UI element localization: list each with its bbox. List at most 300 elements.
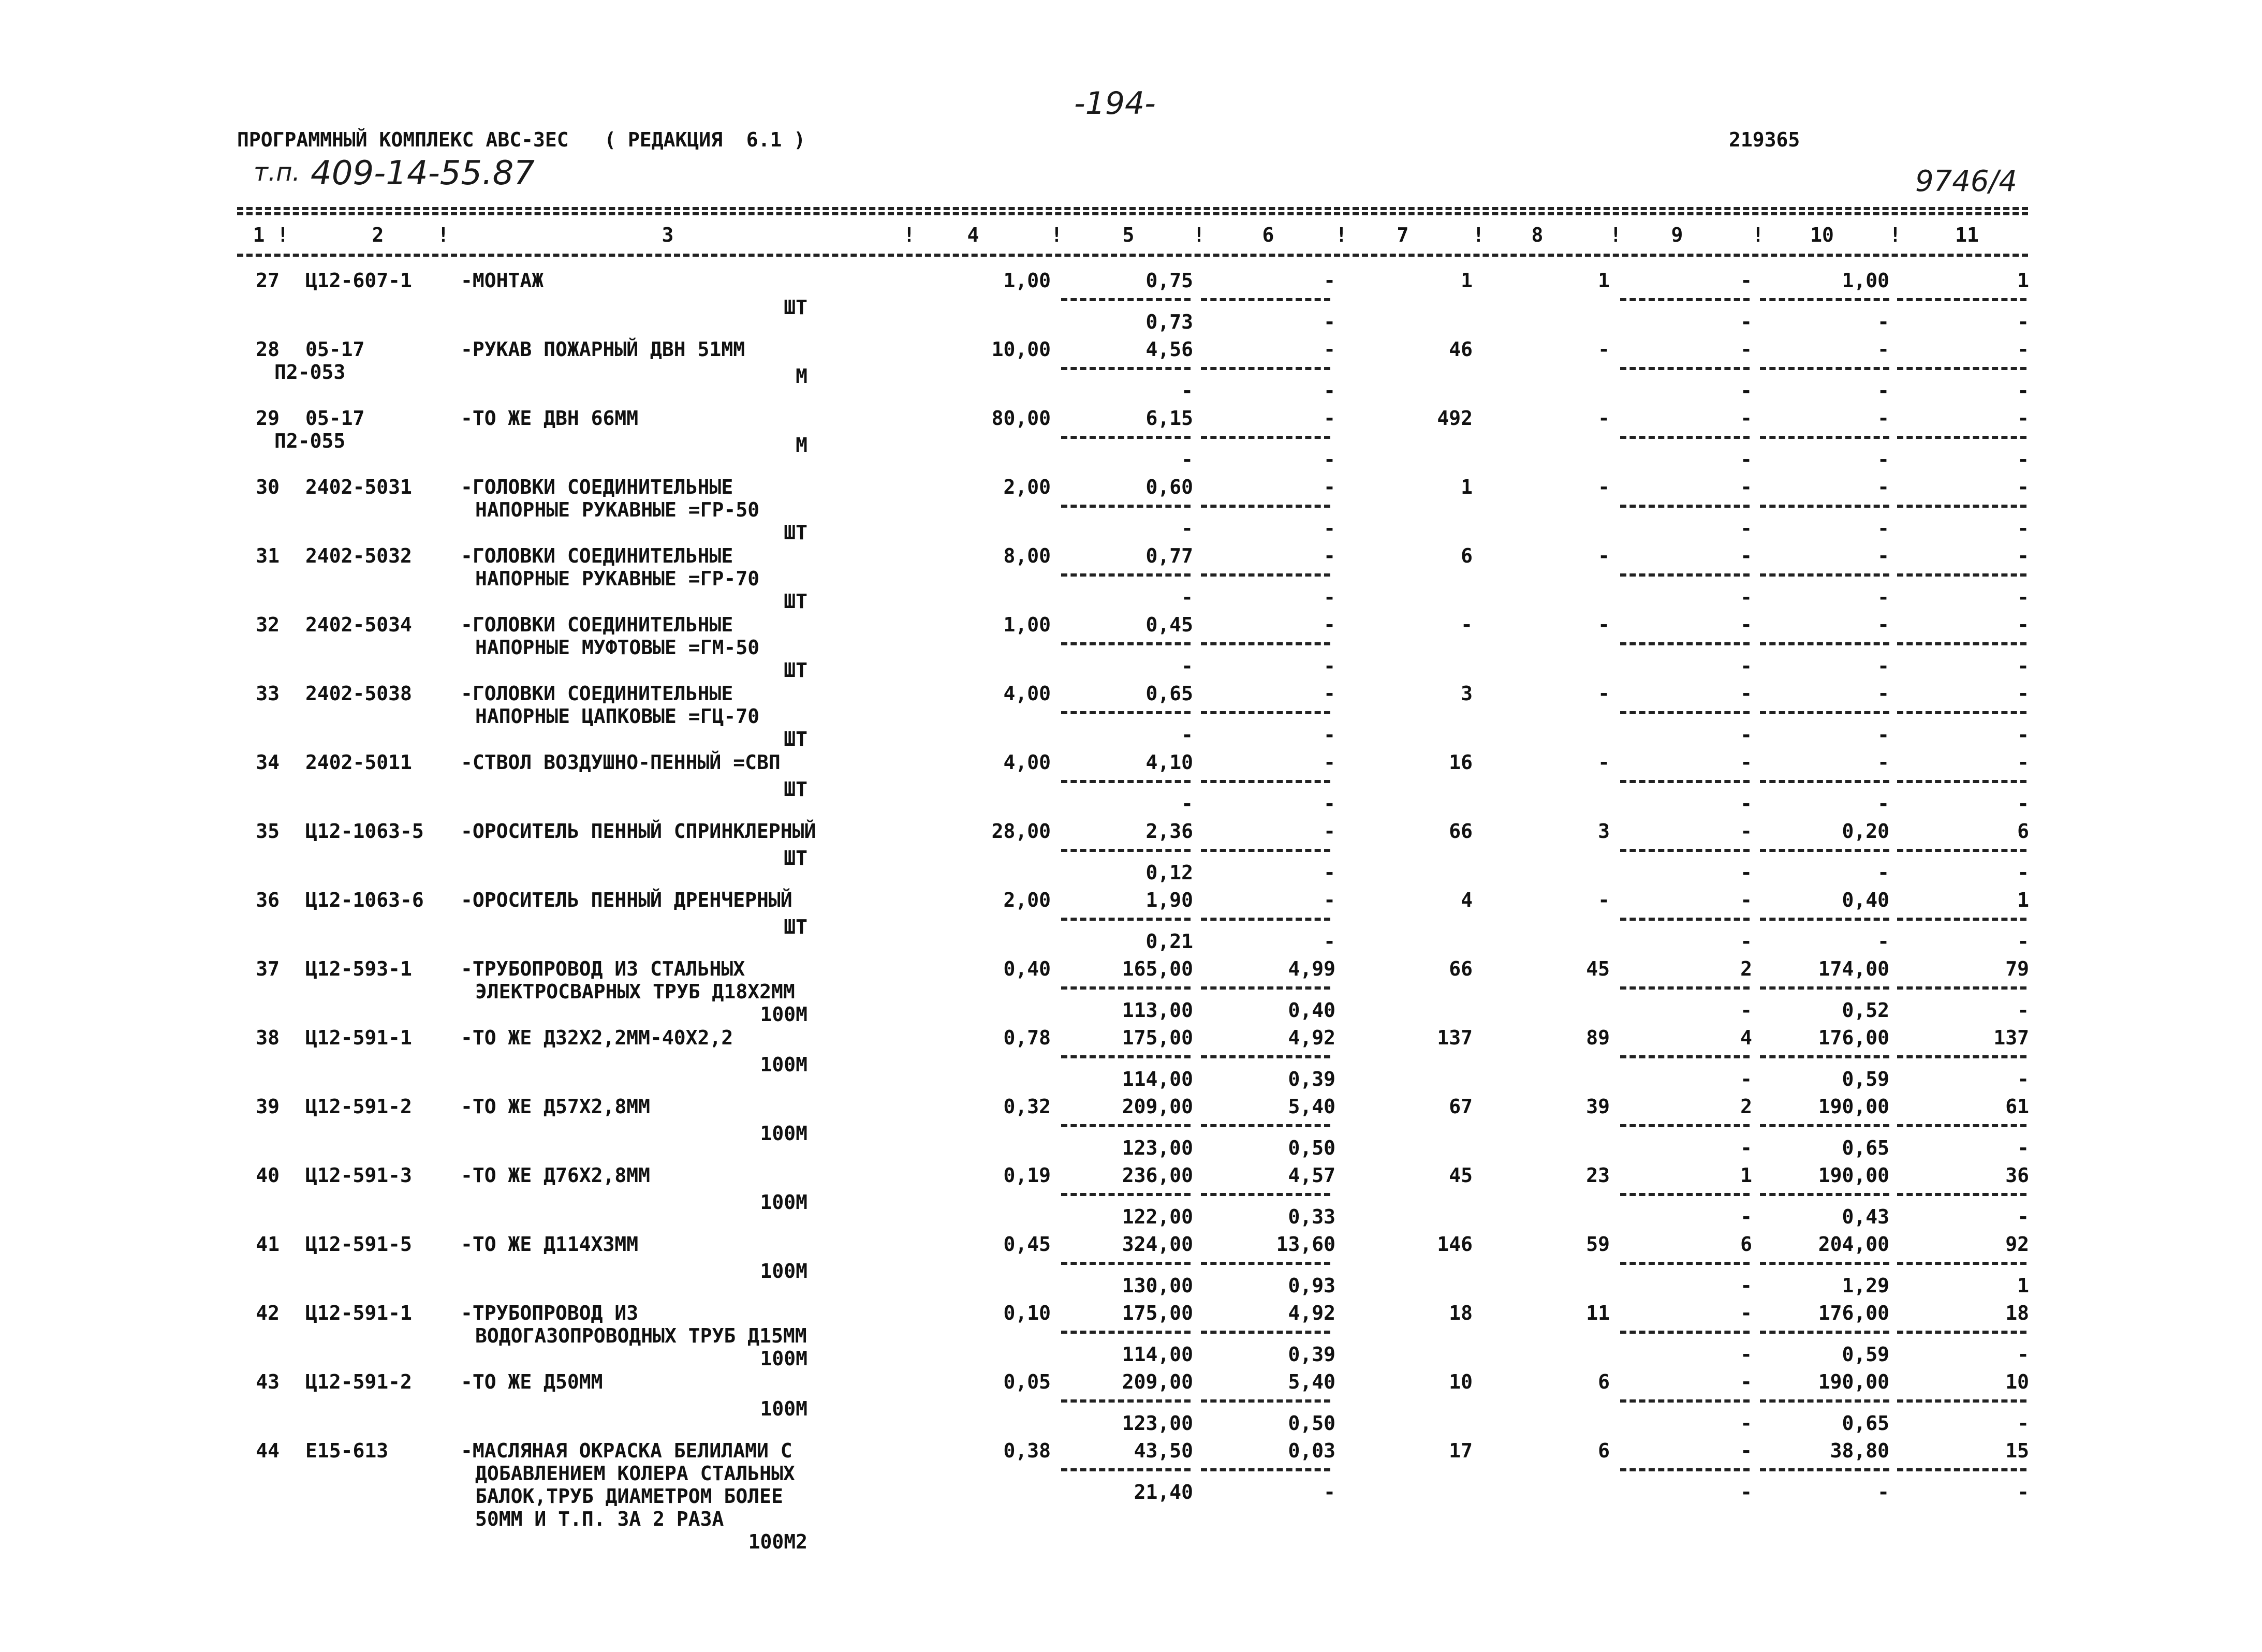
sub-rule-6 [1201,505,1330,508]
value-c7: 46 [1449,338,1473,361]
value-c9: - [1740,1370,1752,1393]
column-number-2: 2 [372,224,384,246]
column-separator: ! [1051,224,1063,246]
value-c4: 0,32 [1003,1095,1051,1118]
value-c8: 39 [1586,1095,1610,1118]
column-separator: ! [1610,224,1622,246]
sub-value-10: 0,65 [1842,1412,1889,1435]
column-number-6: 6 [1262,224,1274,246]
sub-rule-11 [1897,367,2026,370]
value-c10: 190,00 [1818,1095,1889,1118]
sub-rule-9 [1620,1468,1750,1471]
resource-code: Ц12-591-1 [305,1026,412,1049]
sub-value-6: 0,50 [1288,1137,1335,1159]
resource-code: 2402-5034 [305,613,412,636]
sub-value-11: - [2017,1068,2029,1090]
value-c6: 4,92 [1288,1026,1335,1049]
sub-rule-9 [1620,505,1750,508]
sub-rule-9 [1620,573,1750,577]
sub-rule-11 [1897,505,2026,508]
sub-value-10: 0,43 [1842,1205,1889,1228]
sub-value-10: - [1877,930,1889,953]
value-c6: - [1324,889,1335,911]
unit-of-measure: ШТ [784,728,807,750]
sheet-number: 9746/4 [1915,165,2018,198]
sub-value-11: 1 [2017,1274,2029,1297]
value-c7: 6 [1461,544,1473,567]
value-c6: 13,60 [1276,1233,1335,1256]
item-name: -ГОЛОВКИ СОЕДИНИТЕЛЬНЫЕ [461,476,733,498]
sub-value-6: - [1324,724,1335,746]
value-c7: 66 [1449,820,1473,843]
value-c10: 176,00 [1818,1302,1889,1324]
value-c5: 175,00 [1122,1302,1193,1324]
value-c10: - [1877,338,1889,361]
value-c4: 1,00 [1003,269,1051,292]
sub-rule-10 [1760,780,1889,783]
column-separator: ! [903,224,915,246]
sub-rule-11 [1897,780,2026,783]
value-c5: 4,10 [1145,751,1193,774]
sub-rule-5 [1061,918,1191,921]
value-c9: - [1740,751,1752,774]
sub-value-5: 123,00 [1122,1137,1193,1159]
sub-value-10: - [1877,861,1889,884]
value-c5: 0,77 [1145,544,1193,567]
resource-code: Ц12-591-2 [305,1095,412,1118]
item-name: -ГОЛОВКИ СОЕДИНИТЕЛЬНЫЕ [461,613,733,636]
value-c6: 5,40 [1288,1095,1335,1118]
sub-value-6: 0,39 [1288,1343,1335,1366]
value-c11: 1 [2017,889,2029,911]
value-c7: 137 [1437,1026,1473,1049]
row-number: 41 [256,1233,280,1256]
sub-value-9: - [1740,1481,1752,1503]
column-number-8: 8 [1531,224,1544,246]
value-c4: 0,05 [1003,1370,1051,1393]
resource-code: 05-17 [305,338,365,361]
value-c7: - [1461,613,1473,636]
row-number: 44 [256,1439,280,1462]
sub-rule-5 [1061,298,1191,301]
page-number: -194- [1074,85,1156,122]
value-c11: - [2017,613,2029,636]
value-c11: - [2017,338,2029,361]
value-c4: 4,00 [1003,682,1051,705]
sub-value-10: 0,65 [1842,1137,1889,1159]
sub-rule-9 [1620,1055,1750,1058]
value-c7: 10 [1449,1370,1473,1393]
row-number: 34 [256,751,280,774]
sub-value-5: 123,00 [1122,1412,1193,1435]
sub-rule-10 [1760,1331,1889,1334]
value-c5: 165,00 [1122,957,1193,980]
sub-rule-6 [1201,1468,1330,1471]
sub-rule-5 [1061,849,1191,852]
sub-rule-5 [1061,711,1191,714]
value-c11: 137 [1993,1026,2029,1049]
value-c7: 17 [1449,1439,1473,1462]
sub-value-10: - [1877,379,1889,402]
value-c9: 2 [1740,957,1752,980]
value-c9: 1 [1740,1164,1752,1187]
value-c4: 1,00 [1003,613,1051,636]
value-c10: 204,00 [1818,1233,1889,1256]
value-c4: 4,00 [1003,751,1051,774]
item-name: БАЛОК,ТРУБ ДИАМЕТРОМ БОЛЕЕ [475,1485,783,1508]
resource-code: Ц12-593-1 [305,957,412,980]
sub-rule-6 [1201,436,1330,439]
sub-rule-11 [1897,298,2026,301]
value-c5: 0,45 [1145,613,1193,636]
sub-rule-6 [1201,1055,1330,1058]
sub-rule-5 [1061,986,1191,990]
value-c6: 4,57 [1288,1164,1335,1187]
sub-value-11: - [2017,1412,2029,1435]
sub-rule-5 [1061,1399,1191,1403]
resource-code: 2402-5011 [305,751,412,774]
value-c9: 2 [1740,1095,1752,1118]
sub-value-5: 122,00 [1122,1205,1193,1228]
value-c7: 45 [1449,1164,1473,1187]
value-c4: 0,45 [1003,1233,1051,1256]
sub-value-11: - [2017,930,2029,953]
sub-rule-9 [1620,1331,1750,1334]
value-c11: - [2017,476,2029,498]
sub-value-6: - [1324,861,1335,884]
value-c11: 18 [2005,1302,2029,1324]
value-c4: 0,40 [1003,957,1051,980]
resource-code: П2-053 [274,361,346,384]
unit-of-measure: ШТ [784,590,807,613]
value-c6: - [1324,476,1335,498]
value-c11: 79 [2005,957,2029,980]
sub-value-9: - [1740,586,1752,609]
value-c7: 18 [1449,1302,1473,1324]
sub-value-9: - [1740,448,1752,471]
sub-rule-6 [1201,298,1330,301]
sub-value-5: 114,00 [1122,1068,1193,1090]
value-c5: 4,56 [1145,338,1193,361]
resource-code: 2402-5038 [305,682,412,705]
unit-of-measure: 100М [760,1397,807,1420]
item-name: -ТО ЖЕ ДВН 66ММ [461,407,639,430]
value-c11: 10 [2005,1370,2029,1393]
item-name: -ГОЛОВКИ СОЕДИНИТЕЛЬНЫЕ [461,544,733,567]
item-name: НАПОРНЫЕ РУКАВНЫЕ =ГР-70 [475,567,760,590]
sub-value-9: - [1740,1274,1752,1297]
value-c10: 190,00 [1818,1370,1889,1393]
sub-rule-11 [1897,986,2026,990]
row-number: 33 [256,682,280,705]
sub-value-10: - [1877,724,1889,746]
value-c5: 175,00 [1122,1026,1193,1049]
sub-value-10: 0,59 [1842,1068,1889,1090]
sub-rule-11 [1897,1468,2026,1471]
sub-value-9: - [1740,1137,1752,1159]
program-title: ПРОГРАММНЫЙ КОМПЛЕКС АВС-ЗЕС ( РЕДАКЦИЯ 6.1 ) [237,128,806,151]
value-c5: 2,36 [1145,820,1193,843]
value-c9: - [1740,269,1752,292]
sub-value-5: - [1181,448,1193,471]
value-c6: 5,40 [1288,1370,1335,1393]
sub-rule-5 [1061,1055,1191,1058]
item-name: ВОДОГАЗОПРОВОДНЫХ ТРУБ Д15ММ [475,1324,807,1347]
sub-rule-11 [1897,573,2026,577]
sub-rule-6 [1201,1124,1330,1127]
value-c5: 43,50 [1134,1439,1193,1462]
value-c11: 15 [2005,1439,2029,1462]
value-c4: 0,10 [1003,1302,1051,1324]
item-name: НАПОРНЫЕ ЦАПКОВЫЕ =ГЦ-70 [475,705,760,728]
sub-rule-6 [1201,780,1330,783]
value-c10: - [1877,682,1889,705]
sub-value-9: - [1740,792,1752,815]
value-c10: - [1877,544,1889,567]
sub-rule-9 [1620,918,1750,921]
column-number-7: 7 [1397,224,1409,246]
sub-rule-9 [1620,986,1750,990]
sub-rule-5 [1061,1331,1191,1334]
sub-value-6: - [1324,655,1335,677]
value-c7: 66 [1449,957,1473,980]
sub-rule-9 [1620,436,1750,439]
column-number-1: 1 [253,224,265,246]
value-c8: 11 [1586,1302,1610,1324]
value-c7: 1 [1461,476,1473,498]
column-separator: ! [1752,224,1764,246]
column-separator: ! [437,224,449,246]
value-c7: 4 [1461,889,1473,911]
value-c7: 492 [1437,407,1473,430]
sub-rule-9 [1620,367,1750,370]
sub-value-10: 0,59 [1842,1343,1889,1366]
sub-value-5: - [1181,655,1193,677]
sub-value-10: - [1877,448,1889,471]
sub-rule-10 [1760,1262,1889,1265]
value-c11: - [2017,751,2029,774]
column-separator: ! [1473,224,1485,246]
sub-value-11: - [2017,1481,2029,1503]
value-c8: - [1598,338,1610,361]
tp-number: 409-14-55.87 [311,154,535,193]
sub-rule-5 [1061,1124,1191,1127]
sub-value-5: 113,00 [1122,999,1193,1022]
row-number: 35 [256,820,280,843]
sub-rule-10 [1760,298,1889,301]
column-number-9: 9 [1671,224,1683,246]
value-c5: 0,65 [1145,682,1193,705]
value-c8: 6 [1598,1370,1610,1393]
row-number: 40 [256,1164,280,1187]
item-name: -ТО ЖЕ Д50ММ [461,1370,603,1393]
value-c9: - [1740,613,1752,636]
sub-rule-10 [1760,849,1889,852]
sub-rule-5 [1061,505,1191,508]
sub-value-11: - [2017,861,2029,884]
unit-of-measure: 100М [760,1003,807,1026]
row-number: 36 [256,889,280,911]
sub-value-5: 130,00 [1122,1274,1193,1297]
sub-rule-11 [1897,1124,2026,1127]
item-name: -МОНТАЖ [461,269,544,292]
header-rule-top-2 [237,212,2028,215]
sub-rule-10 [1760,1055,1889,1058]
value-c5: 209,00 [1122,1095,1193,1118]
sub-value-6: - [1324,1481,1335,1503]
unit-of-measure: ШТ [784,847,807,869]
sub-rule-10 [1760,573,1889,577]
value-c8: 6 [1598,1439,1610,1462]
tp-prefix: т.п. [254,158,300,187]
value-c6: - [1324,751,1335,774]
value-c9: - [1740,820,1752,843]
sub-value-11: - [2017,1343,2029,1366]
sub-rule-9 [1620,1193,1750,1196]
value-c8: - [1598,889,1610,911]
row-number: 39 [256,1095,280,1118]
value-c10: 174,00 [1818,957,1889,980]
sub-value-5: 21,40 [1134,1481,1193,1503]
sub-rule-5 [1061,1468,1191,1471]
value-c9: - [1740,1302,1752,1324]
value-c6: - [1324,820,1335,843]
column-separator: ! [1193,224,1205,246]
item-name: -РУКАВ ПОЖАРНЫЙ ДВН 51ММ [461,338,745,361]
value-c11: 61 [2005,1095,2029,1118]
resource-code: Ц12-607-1 [305,269,412,292]
sub-value-10: 0,52 [1842,999,1889,1022]
value-c7: 16 [1449,751,1473,774]
value-c6: 4,99 [1288,957,1335,980]
value-c7: 146 [1437,1233,1473,1256]
value-c6: - [1324,269,1335,292]
sub-rule-11 [1897,436,2026,439]
sub-value-11: - [2017,1205,2029,1228]
sub-rule-10 [1760,1399,1889,1403]
value-c4: 2,00 [1003,889,1051,911]
sub-value-9: - [1740,311,1752,333]
value-c5: 0,75 [1145,269,1193,292]
value-c6: - [1324,613,1335,636]
resource-code: 2402-5032 [305,544,412,567]
value-c6: 4,92 [1288,1302,1335,1324]
value-c9: - [1740,682,1752,705]
sub-value-5: 114,00 [1122,1343,1193,1366]
sub-rule-6 [1201,849,1330,852]
sub-rule-6 [1201,986,1330,990]
value-c11: - [2017,544,2029,567]
sub-rule-9 [1620,780,1750,783]
sub-value-5: - [1181,724,1193,746]
unit-of-measure: 100М [760,1347,807,1370]
resource-code: 2402-5031 [305,476,412,498]
sub-value-9: - [1740,1205,1752,1228]
value-c4: 10,00 [991,338,1051,361]
resource-code: Ц12-591-5 [305,1233,412,1256]
sub-rule-10 [1760,505,1889,508]
row-number: 32 [256,613,280,636]
value-c5: 236,00 [1122,1164,1193,1187]
resource-code: Ц12-1063-5 [305,820,424,843]
sub-value-10: - [1877,586,1889,609]
sub-value-11: - [2017,448,2029,471]
value-c10: - [1877,613,1889,636]
row-number: 37 [256,957,280,980]
sub-rule-10 [1760,367,1889,370]
value-c8: 89 [1586,1026,1610,1049]
value-c9: 4 [1740,1026,1752,1049]
value-c4: 0,78 [1003,1026,1051,1049]
unit-of-measure: ШТ [784,296,807,319]
sub-value-6: 0,50 [1288,1412,1335,1435]
value-c5: 1,90 [1145,889,1193,911]
sub-value-5: 0,21 [1145,930,1193,953]
value-c4: 28,00 [991,820,1051,843]
sub-value-11: - [2017,792,2029,815]
sub-value-5: - [1181,792,1193,815]
sub-rule-11 [1897,1331,2026,1334]
unit-of-measure: 100М [760,1260,807,1282]
value-c8: - [1598,682,1610,705]
sub-value-6: 0,39 [1288,1068,1335,1090]
sub-rule-10 [1760,986,1889,990]
sub-rule-9 [1620,642,1750,645]
sub-value-6: - [1324,448,1335,471]
sub-rule-9 [1620,298,1750,301]
sub-value-11: - [2017,517,2029,540]
sub-value-10: - [1877,517,1889,540]
sub-value-6: - [1324,586,1335,609]
sub-value-11: - [2017,311,2029,333]
sub-rule-11 [1897,1055,2026,1058]
value-c4: 0,19 [1003,1164,1051,1187]
row-number: 43 [256,1370,280,1393]
value-c10: - [1877,476,1889,498]
sub-value-11: - [2017,724,2029,746]
item-name: ЭЛЕКТРОСВАРНЫХ ТРУБ Д18Х2ММ [475,980,795,1003]
unit-of-measure: ШТ [784,916,807,938]
sub-value-9: - [1740,1412,1752,1435]
value-c8: 1 [1598,269,1610,292]
sub-rule-6 [1201,573,1330,577]
value-c4: 80,00 [991,407,1051,430]
value-c4: 2,00 [1003,476,1051,498]
value-c8: - [1598,544,1610,567]
value-c10: 190,00 [1818,1164,1889,1187]
value-c7: 3 [1461,682,1473,705]
value-c10: 0,40 [1842,889,1889,911]
sub-rule-6 [1201,1262,1330,1265]
column-number-4: 4 [967,224,979,246]
unit-of-measure: ШТ [784,778,807,801]
item-name: НАПОРНЫЕ МУФТОВЫЕ =ГМ-50 [475,636,760,659]
sub-rule-6 [1201,918,1330,921]
value-c10: - [1877,407,1889,430]
resource-code: Е15-613 [305,1439,389,1462]
sub-value-11: - [2017,379,2029,402]
sub-rule-5 [1061,1193,1191,1196]
column-number-11: 11 [1955,224,1979,246]
header-rule-top [237,207,2028,210]
item-name: -ТРУБОПРОВОД ИЗ [461,1302,639,1324]
unit-of-measure: 100М [760,1191,807,1214]
unit-of-measure: ШТ [784,659,807,682]
header-rule-bottom [237,254,2028,257]
value-c10: 1,00 [1842,269,1889,292]
unit-of-measure: ШТ [784,521,807,544]
row-number: 31 [256,544,280,567]
